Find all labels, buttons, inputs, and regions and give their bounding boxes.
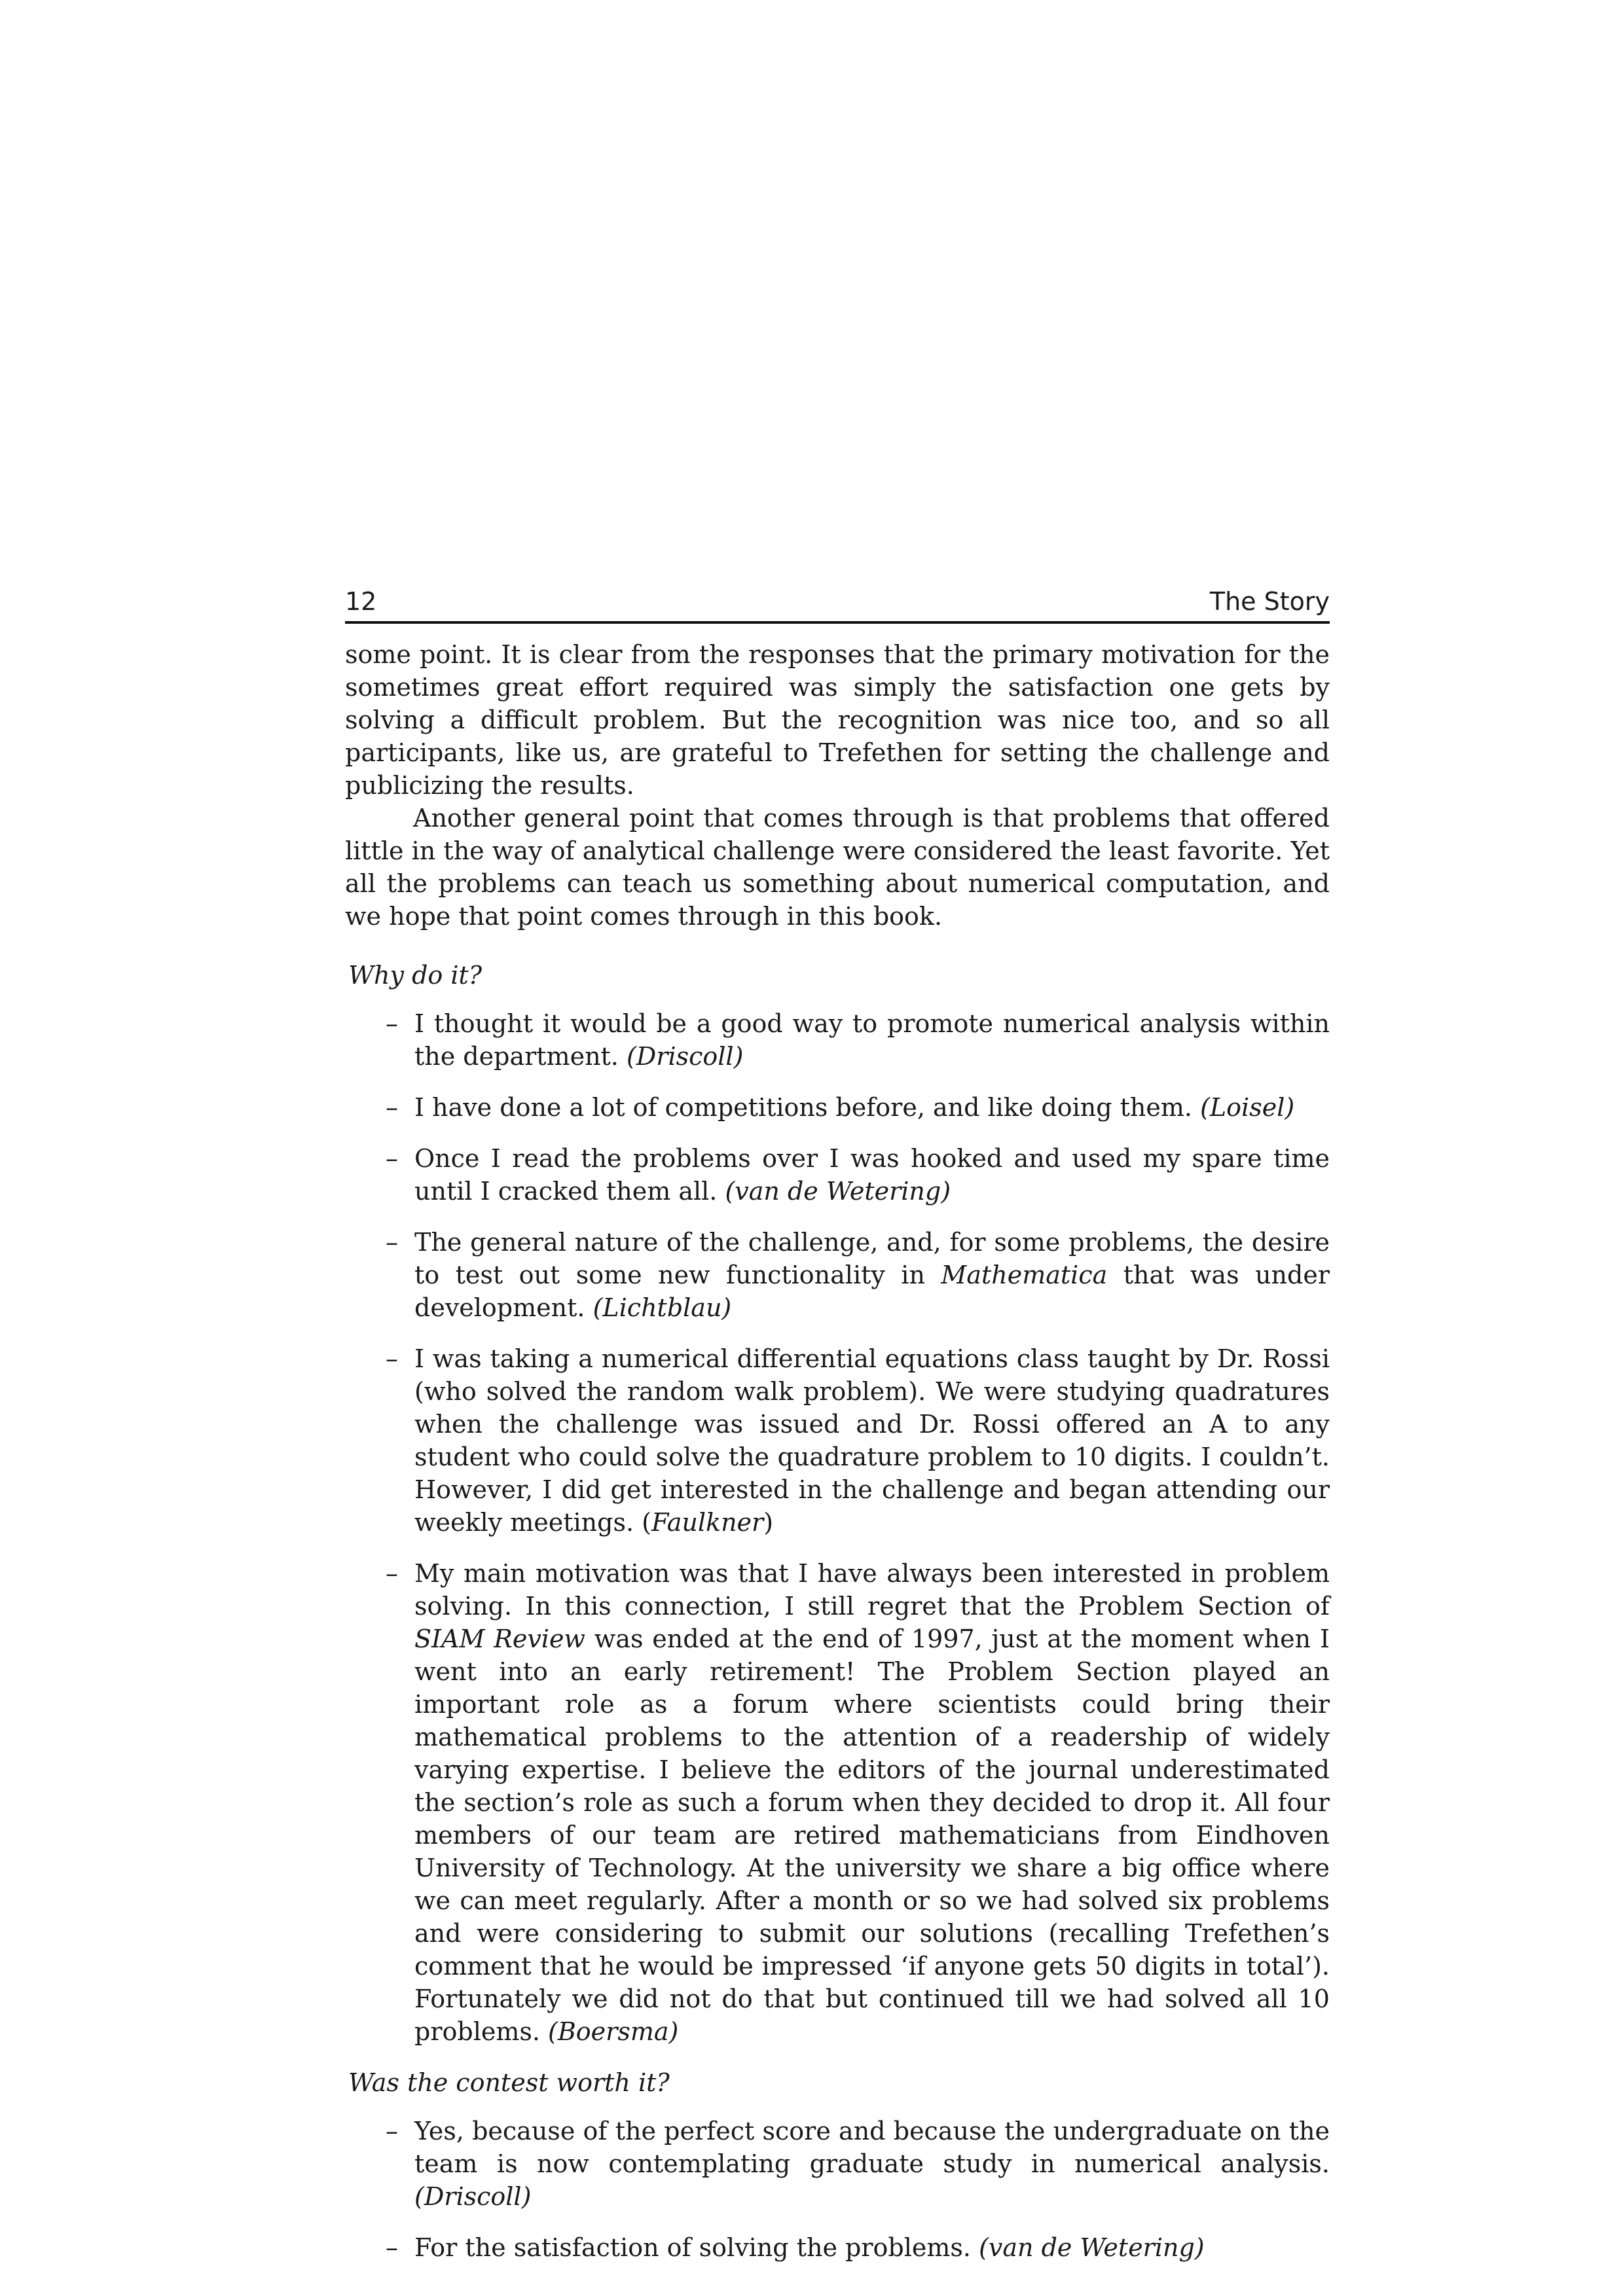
quote-citation: (Loisel) (1200, 1093, 1295, 1122)
list-dash: – (386, 1144, 398, 1173)
quote-citation: (Lichtblau) (593, 1293, 732, 1322)
quote-text: was ended at the end of 1997, just at the moment when I went into an early retirement! The Problem Section played an important role as a forum where scientists could bring their mathematical problems to the attention of a readership of widely varying expertise. I believe the editors of the journal underestimated the section’s role as such a forum when they decided to drop it. All four members of our team are retired mathematicians from Eindhoven University of Technology. At the university we share a big office where we can meet regularly. After a month or so we had solved six problems and were considering to submit our solutions (recalling Trefethen’s comment that he would be impressed ‘if anyone gets 50 digits in total’). Fortunately we did not do that but continued till we had solved all 10 problems. (414, 1624, 1330, 2046)
running-title: The Story (1209, 587, 1330, 616)
quote-text: The general nature of the challenge, and, for some problems, the desire to test out some new functionality in (414, 1228, 1330, 1289)
quote-text: I have done a lot of competitions before, and like doing them. (414, 1093, 1193, 1122)
quote-citation: (Boersma) (548, 2017, 679, 2046)
quote-text: Once I read the problems over I was hooked and used my spare time until I cracked them all. (414, 1144, 1330, 1206)
quote-text: I was taking a numerical differential equations class taught by Dr. Rossi (who solved the random walk problem). We were studying quadratures when the challenge was issued and Dr. Rossi offered an A to any student who could solve the quadrature problem to 10 digits. I couldn’t. However, I did get interested in the challenge and began attending our weekly meetings. (414, 1344, 1330, 1537)
list-dash: – (386, 1228, 398, 1257)
quote-item (345, 2115, 1330, 2213)
list-dash: – (386, 1559, 398, 1588)
quote-emphasis: Mathematica (941, 1261, 1108, 1289)
quote-item (345, 1142, 1330, 1208)
section-heading-why: Why do it? (348, 961, 483, 990)
quote-item (345, 2231, 1330, 2264)
quote-list-worth (345, 2115, 1330, 2264)
quote-text: I thought it would be a good way to promote numerical analysis within the department. (414, 1009, 1330, 1071)
quote-item (345, 1226, 1330, 1324)
body-text (345, 638, 1330, 2264)
quote-item (345, 1007, 1330, 1073)
list-dash: – (386, 1009, 398, 1038)
book-page (345, 586, 1330, 2282)
quote-item (345, 1557, 1330, 2048)
intro-paragraph: Another general point that comes through is that problems that offered little in the way of analytical challenge were considered the least favorite. Yet all the problems can teach us something about numerical computation, and we hope that point comes through in this book. (345, 804, 1330, 931)
list-dash: – (386, 1093, 398, 1122)
quote-text: My main motivation was that I have always been interested in problem solving. In this connection, I still regret that the Problem Section of (414, 1559, 1330, 1621)
quote-citation: (Driscoll) (626, 1042, 744, 1071)
quote-text: Yes, because of the perfect score and because the undergraduate on the team is now contemplating graduate study in numerical analysis. (414, 2117, 1330, 2178)
citation-paren-open: ( (642, 1508, 651, 1537)
list-dash: – (386, 1344, 398, 1373)
quote-item (345, 1342, 1330, 1539)
page-number: 12 (345, 587, 377, 616)
list-dash: – (386, 2233, 398, 2262)
quote-citation: (van de Wetering) (725, 1177, 951, 1206)
quote-item (345, 1091, 1330, 1124)
citation-paren-close: ) (763, 1508, 774, 1537)
running-header (345, 586, 1330, 624)
section-heading-worth: Was the contest worth it? (348, 2068, 670, 2097)
list-dash: – (386, 2117, 398, 2145)
quote-citation: (van de Wetering) (979, 2233, 1205, 2262)
quote-citation: (Driscoll) (414, 2182, 532, 2211)
quote-citation: Faulkner (651, 1508, 764, 1537)
intro-paragraph: some point. It is clear from the responses that the primary motivation for the sometimes great effort required was simply the satisfaction one gets by solving a difficult problem. But the recognition was nice too, and so all participants, like us, are grateful to Trefethen for setting the challenge and publicizing the results. (345, 640, 1330, 800)
quote-list-why (345, 1007, 1330, 2048)
quote-text: For the satisfaction of solving the problems. (414, 2233, 971, 2262)
quote-text: that was under development. (414, 1261, 1330, 1322)
quote-emphasis: SIAM Review (414, 1624, 585, 1653)
